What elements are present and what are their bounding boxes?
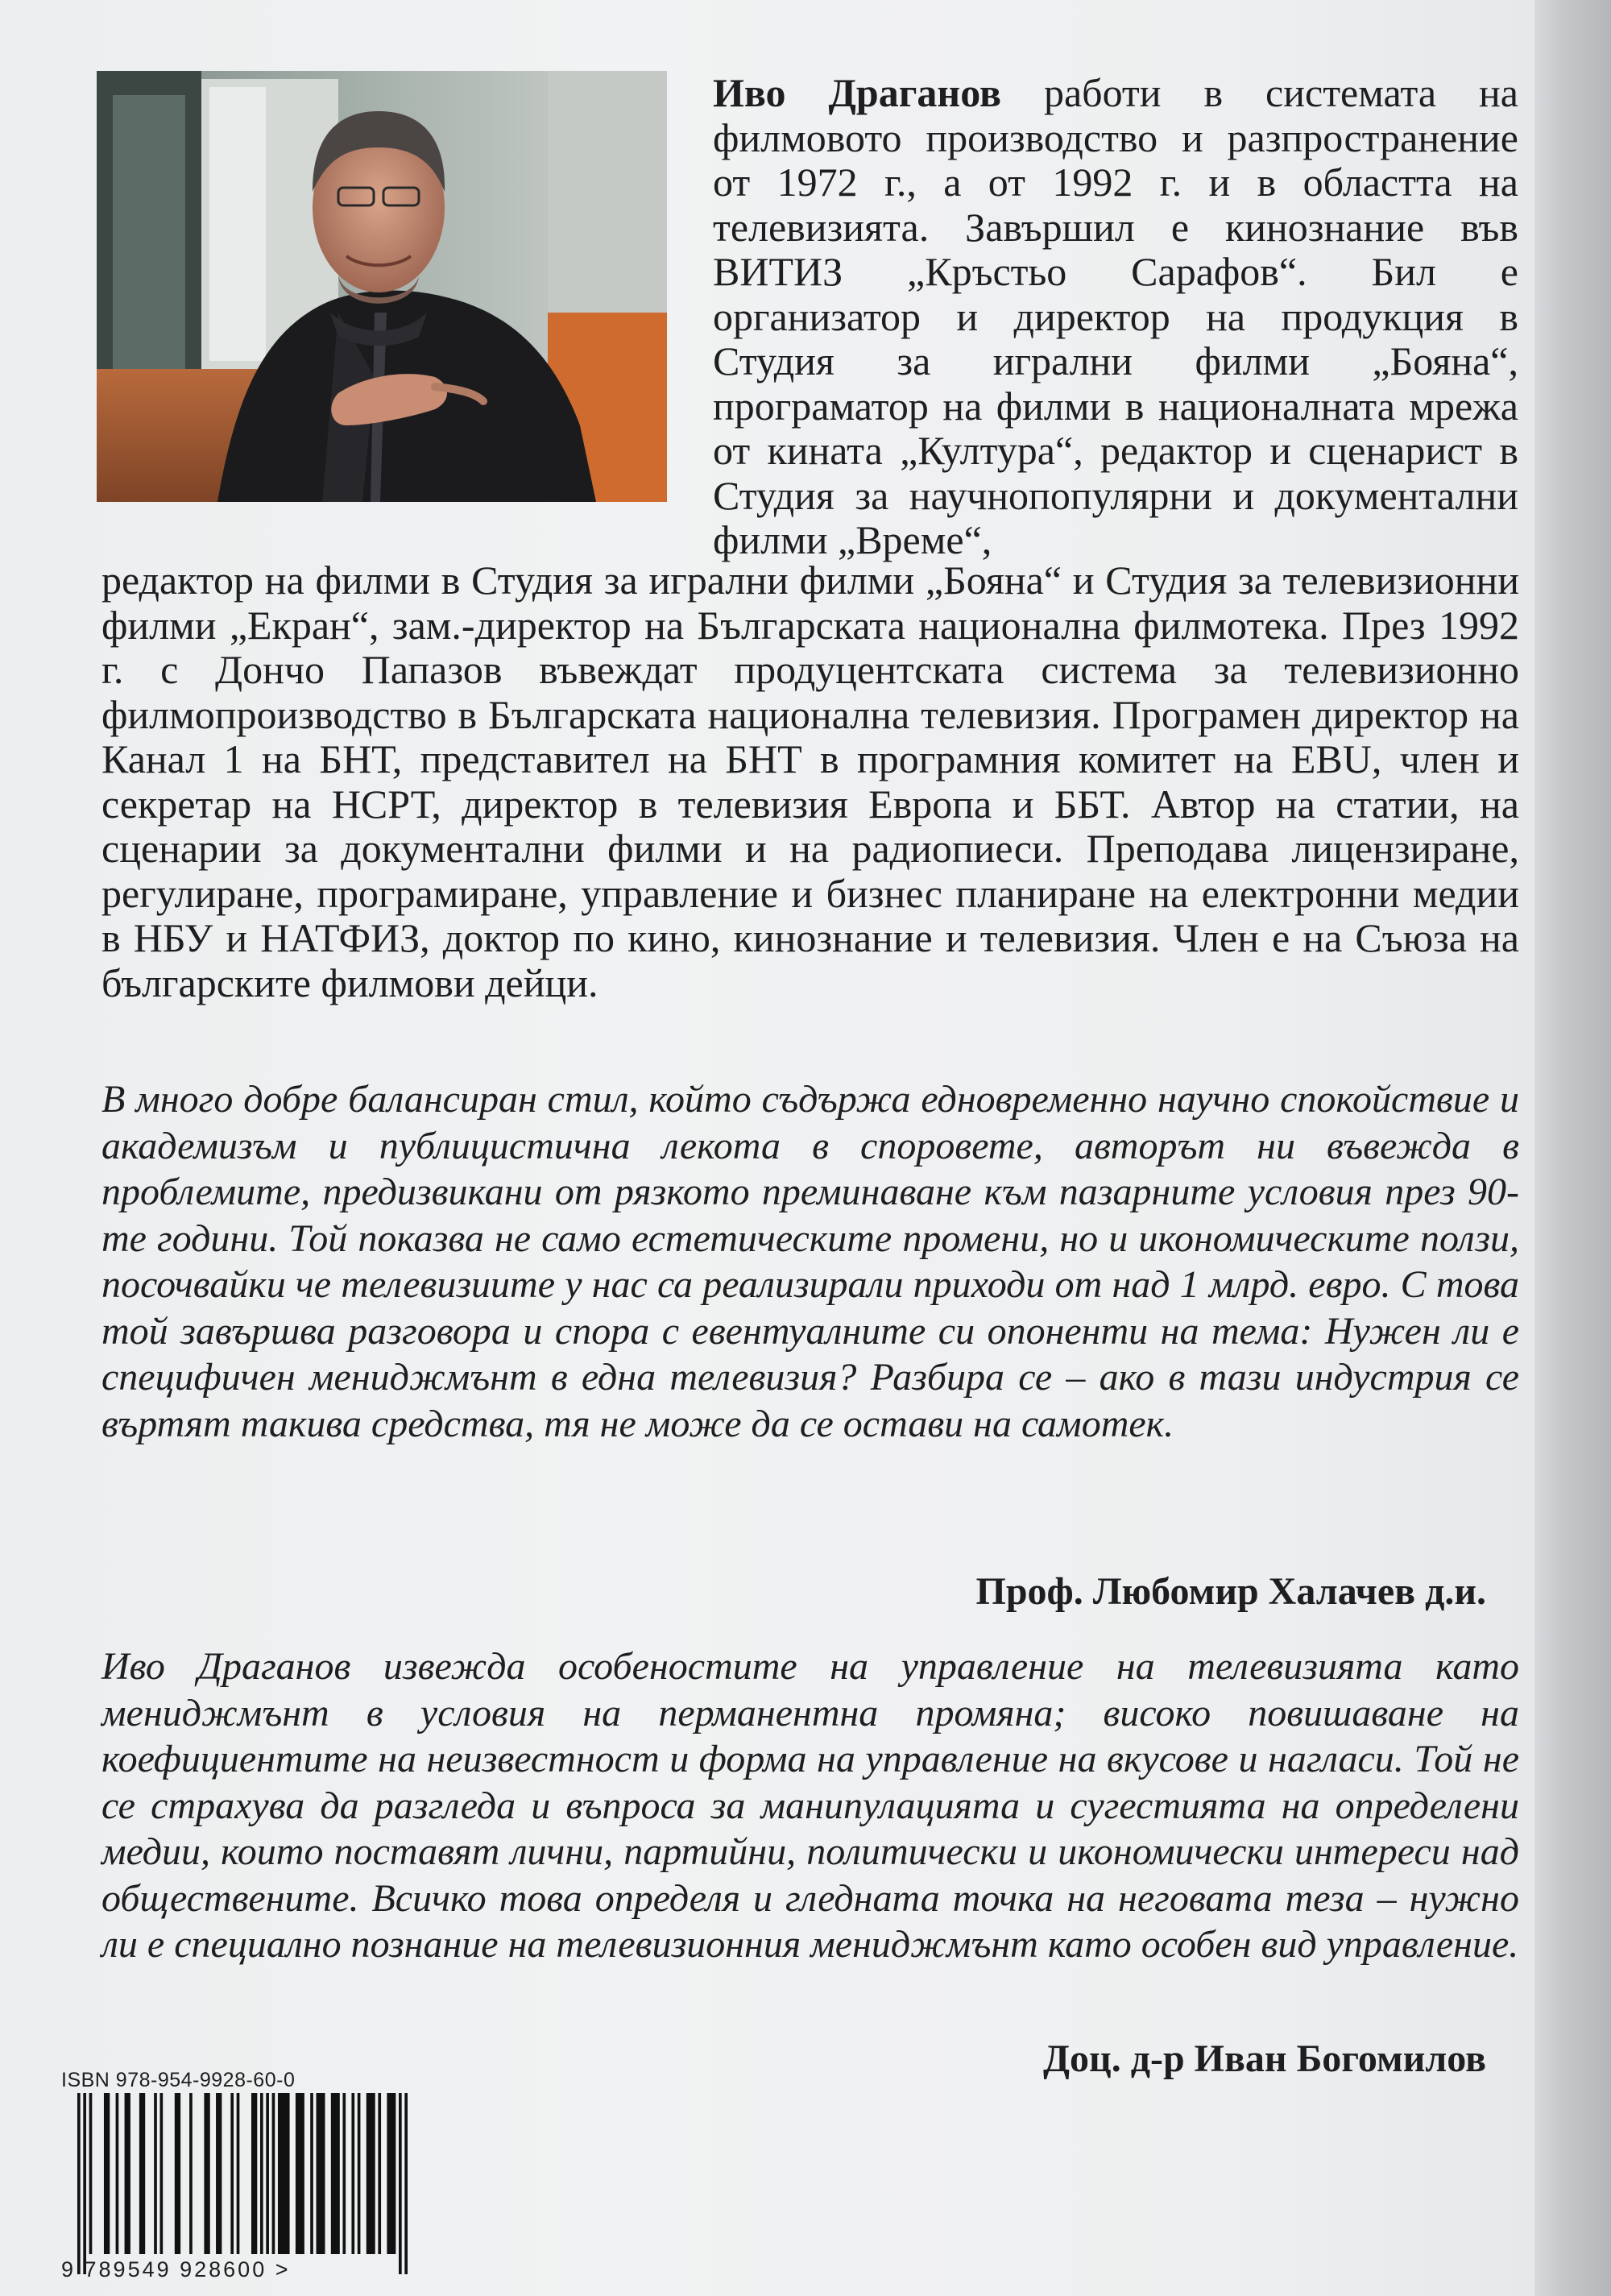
barcode-bar — [387, 2093, 396, 2254]
barcode-bar — [342, 2093, 346, 2254]
barcode-bar — [296, 2093, 304, 2254]
review-halachev: В много добре балансиран стил, който съдържа едновременно научно спокойствие и академизъм и публицистична лекота в споровете, авторът ни въвежда в проблемите, предизвикани от рязкото преминаване към пазарните условия през 90-те години. Той показва не само естетическите промени, но и икономическите ползи, посочвайки че телевизиите у нас са реализирали приходи от над 1 млрд. евро. С това той завършва разговора и спора с евентуалните си опоненти на тема: Нужен ли е специфичен мениджмънт в една телевизия? Разбира се – ако в тази индустрия се въртят такива средства, тя не може да се остави на самотек. — [101, 1078, 1519, 1445]
barcode-bar — [175, 2093, 180, 2254]
barcode-bar — [260, 2093, 263, 2254]
author-photo — [97, 71, 667, 502]
barcode-bar — [251, 2093, 257, 2254]
author-bio-intro-text: работи в системата на филмовото производство и разпространение от 1972 г., а от 1992 г. и в областта на телевизията. Завършил е кинознание във ВИТИЗ „Кръстьо Сарафов“. Бил е организатор и директор на продукция в Студия за игрални филми „Бояна“, програматор на филми в националната мрежа от кината „Култура“, редактор и сценарист в Студия за научнопопулярни и документални филми „Време“, — [713, 70, 1519, 562]
barcode-bar — [351, 2093, 354, 2254]
barcode-bar — [189, 2093, 193, 2254]
barcode-bar — [160, 2093, 164, 2254]
author-bio-continuation: редактор на филми в Студия за игрални филми „Бояна“ и Студия за телевизионни филми „Екран“, зам.-директор на Българската национална филмотека. През 1992 г. с Дончо Папазов въвеждат продуцентската система за телевизионно филмопроизводство в Българската национална телевизия. Програмен директор на Канал 1 на БНТ, представител на БНТ в програмния комитет на EBU, член и секретар на НСРТ, директор в телевизия Европа и ББТ. Автор на статии, на сценарии за документални филми и на радиопиеси. Преподава лицензиране, регулиране, програмиране, управление и бизнес планиране на електронни медии в НБУ и НАТФИЗ, доктор по кино, кинознание и телевизия. Член е на Съюза на българските филмови дейци. — [101, 557, 1519, 1005]
barcode-bar — [77, 2093, 81, 2274]
barcode-bar — [204, 2093, 209, 2254]
barcode-bar — [399, 2093, 402, 2274]
barcode-bar — [89, 2093, 93, 2254]
review-bogomilov-signature: Доц. д-р Иван Богомилов — [1043, 2037, 1486, 2080]
barcode-bar — [83, 2093, 86, 2274]
book-spine-edge — [1534, 0, 1611, 2296]
barcode-bar — [272, 2093, 275, 2254]
author-portrait-image — [97, 71, 667, 502]
barcode-bar — [125, 2093, 130, 2254]
barcode-bar — [216, 2093, 222, 2254]
barcode-bar — [367, 2093, 375, 2254]
barcode-bar — [154, 2093, 157, 2254]
review-bogomilov: Иво Драганов извежда особеностите на управление на телевизията като мениджмънт в условия на перманентна промяна; високо повишаване на коефициентите на неизвестност и форма на управление на вкусове и нагласи. Той не се страхува да разгледа и въпроса за манипулацията и сугестията на определени медии, които поставят лични, партийни, политически и икономически интереси над обществените. Всичко това определя и гледната точка на неговата теза – нужно ли е специално познание на телевизионния мениджмънт като особен вид управление. — [101, 1645, 1519, 1966]
barcode-bar — [378, 2093, 381, 2254]
barcode-bar — [266, 2093, 269, 2254]
barcode-bar — [104, 2093, 110, 2254]
barcode-bar — [230, 2093, 234, 2254]
barcode-bar — [317, 2093, 325, 2254]
author-bio-intro — [713, 71, 1518, 563]
barcode-bar — [278, 2093, 290, 2254]
barcode-bar — [310, 2093, 313, 2254]
barcode-bar — [404, 2093, 408, 2274]
author-name: Иво Драганов — [713, 70, 1001, 115]
barcode-bar — [237, 2093, 240, 2254]
barcode-digits: 9 789549 928600 > — [61, 2257, 291, 2281]
isbn-barcode — [77, 2093, 408, 2274]
review-halachev-signature: Проф. Любомир Халачев д.и. — [975, 1570, 1486, 1613]
barcode-bar — [358, 2093, 361, 2254]
barcode-bar — [139, 2093, 145, 2254]
isbn-label: ISBN 978-954-9928-60-0 — [61, 2069, 296, 2091]
barcode-bar — [331, 2093, 340, 2254]
barcode-bar — [116, 2093, 119, 2254]
